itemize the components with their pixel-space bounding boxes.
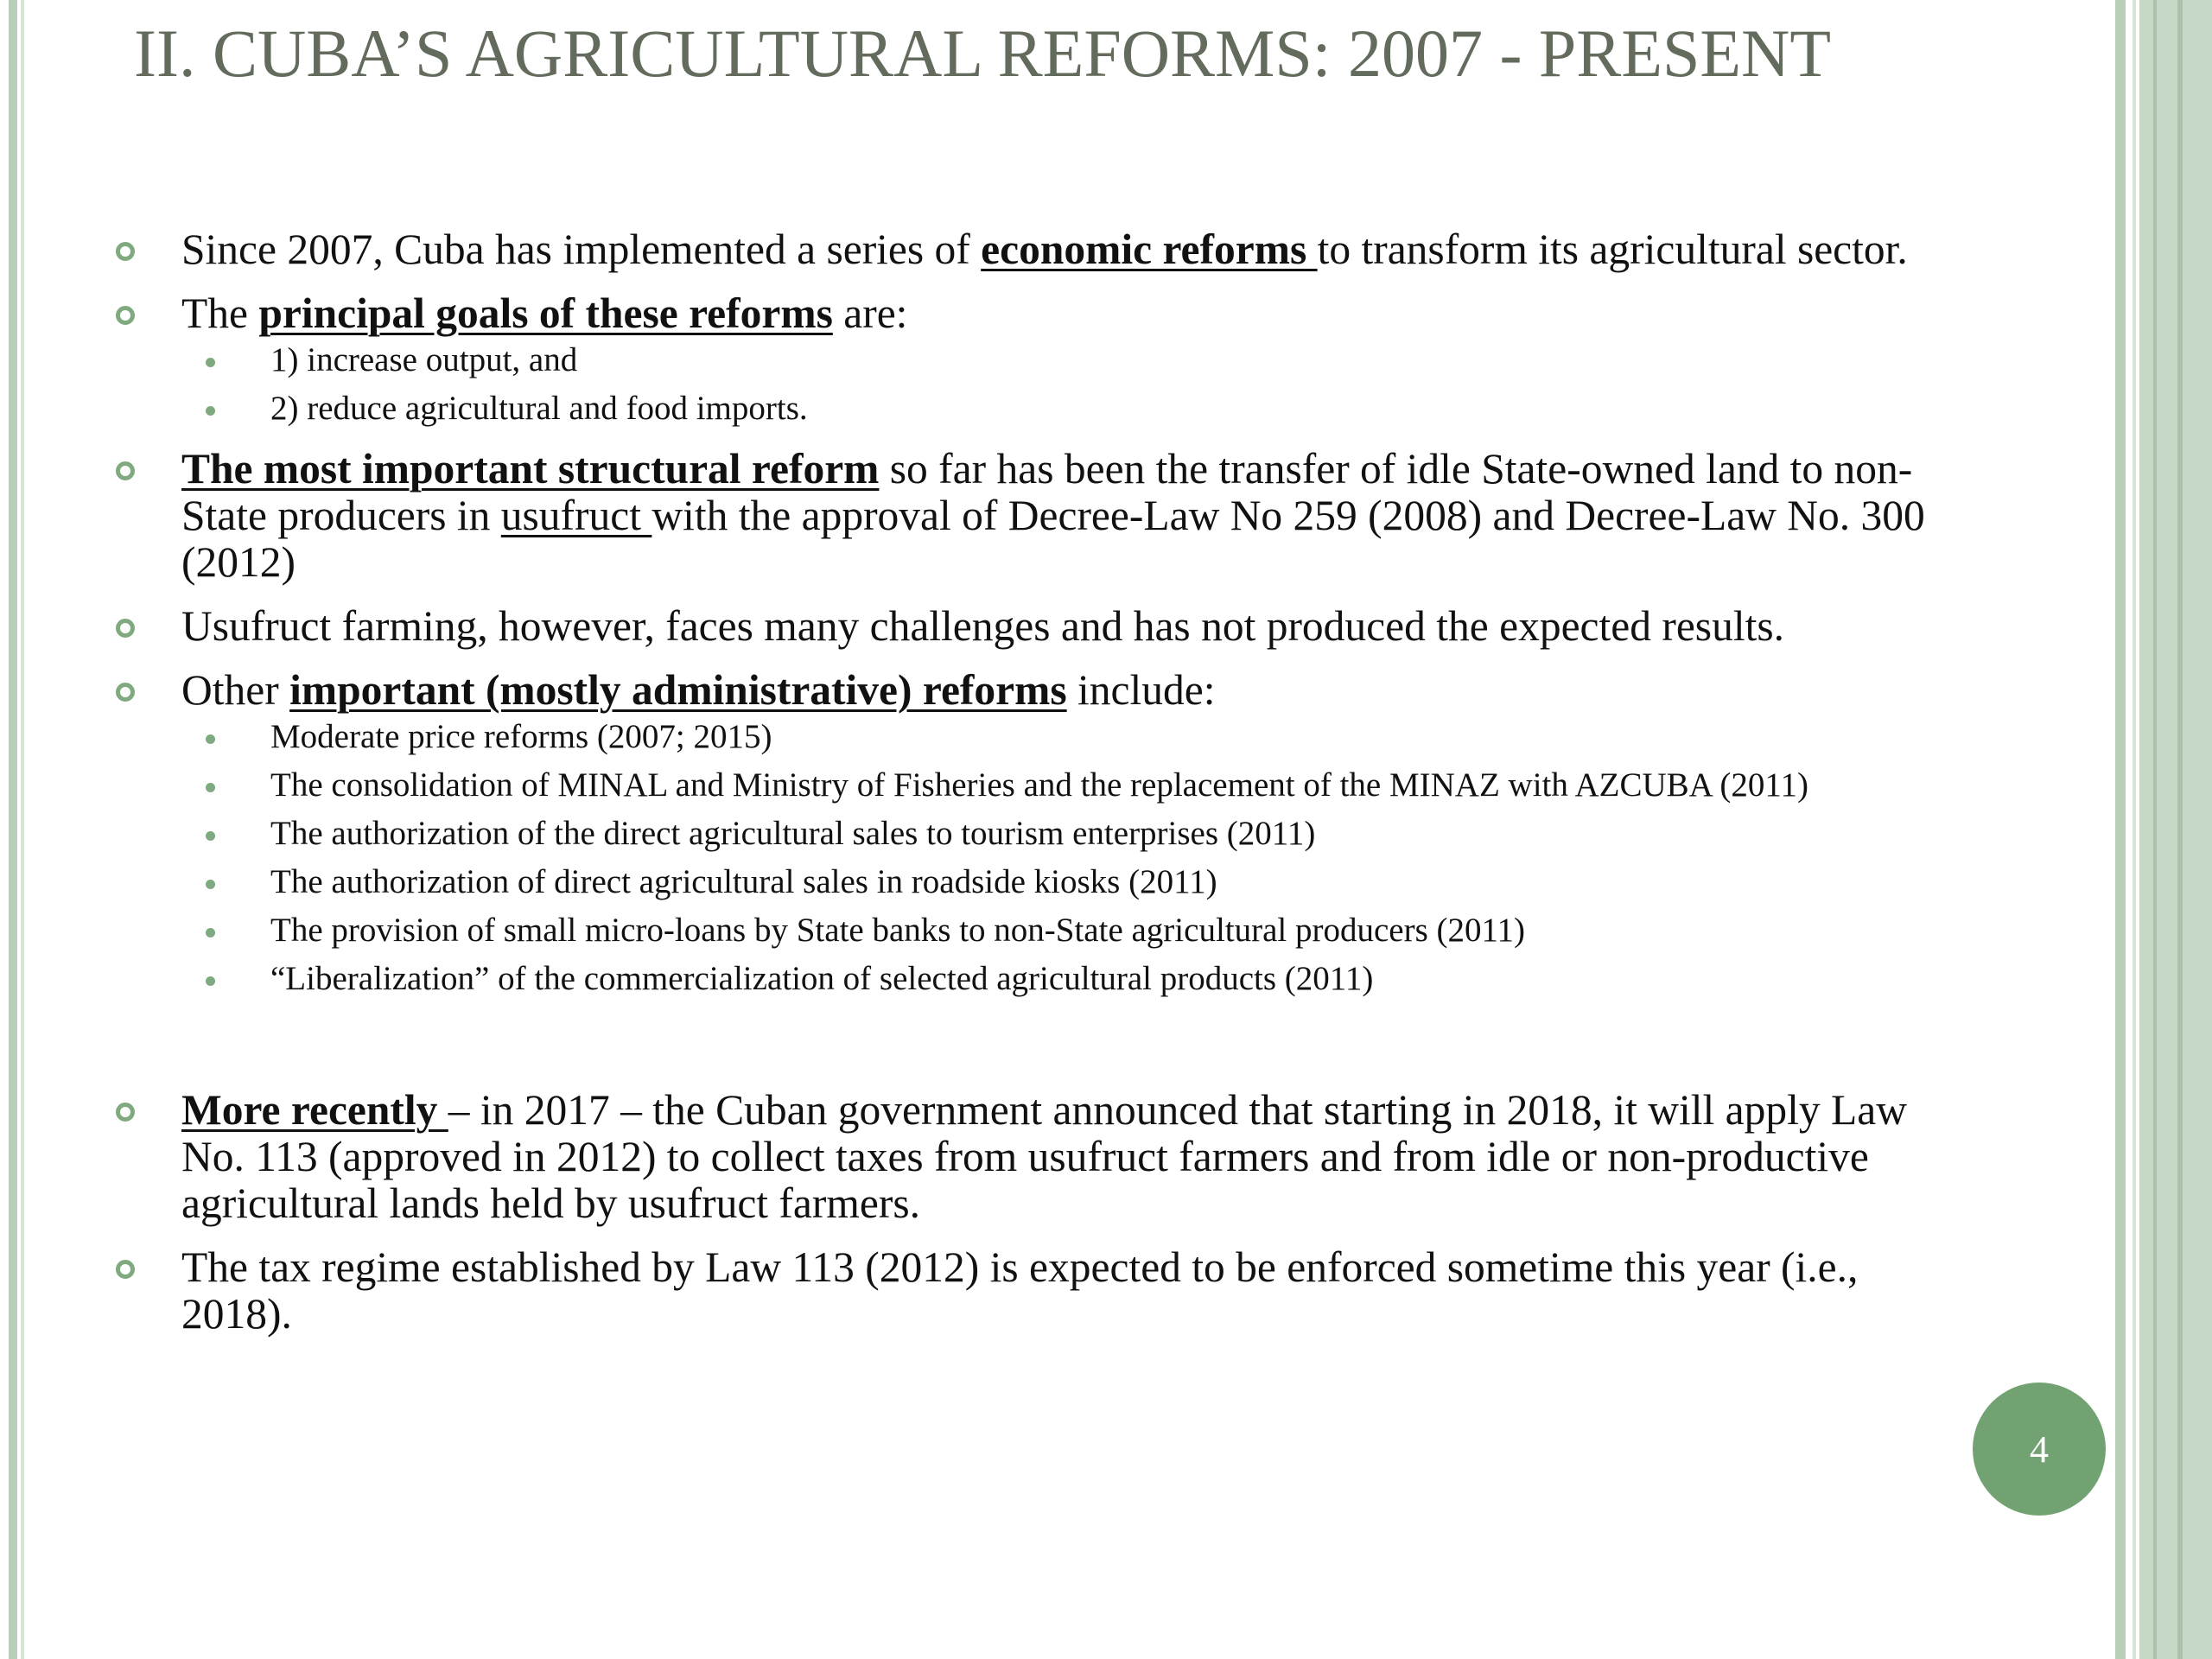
sub-item [111,389,1925,429]
bullet-text: to transform its agricultural sector. [1317,226,1908,273]
frame-band-line-2 [2177,0,2183,1659]
bullet-other-reforms [111,667,1925,999]
bullet-economic-reforms [111,226,1925,273]
sub-item-text: “Liberalization” of the commercialization of selected agricultural products (2011) [270,960,1374,997]
frame-stripe-right [2115,0,2126,1659]
sub-list [181,340,1925,429]
dot-bullet-icon [206,976,215,986]
bullet-text: The [181,289,259,337]
sub-item-text: The consolidation of MINAL and Ministry of Fisheries and the replacement of the MINAZ with AZCUBA (2011) [270,766,1808,804]
dot-bullet-icon [206,406,215,416]
circle-bullet-icon [116,1103,135,1122]
bullet-text: Since 2007, Cuba has implemented a series of [181,226,982,273]
bullet-text: include: [1066,666,1216,714]
sub-item-text: 2) reduce agricultural and food imports. [270,390,808,427]
sub-item [111,766,1925,805]
frame-stripe-left-thin [21,0,24,1659]
circle-bullet-icon [116,461,135,480]
bullet-emphasis: important (mostly administrative) reforms [289,666,1067,714]
circle-bullet-icon [116,306,135,325]
bullet-text: Other [181,666,290,714]
dot-bullet-icon [206,928,215,938]
sub-item [111,340,1925,380]
bullet-tax-regime [111,1244,1925,1338]
page-number: 4 [2030,1427,2049,1471]
dot-bullet-icon [206,880,215,889]
sub-item [111,959,1925,999]
bullet-emphasis: The most important structural reform [181,445,880,493]
sub-item [111,814,1925,854]
frame-stripe-right-thin [2133,0,2136,1659]
dot-bullet-icon [206,734,215,744]
sub-item [111,862,1925,902]
bullet-structural-reform [111,446,1925,586]
circle-bullet-icon [116,619,135,638]
dot-bullet-icon [206,783,215,792]
sub-list [181,717,1925,999]
bullet-emphasis: principal goals of these reforms [258,289,833,337]
sub-item [111,717,1925,757]
circle-bullet-icon [116,1260,135,1279]
bullet-text: The tax regime established by Law 113 (2012) is expected to be enforced sometime this year (i.e., 2018). [181,1243,1859,1338]
dot-bullet-icon [206,358,215,367]
bullet-text: are: [832,289,908,337]
bullet-text: – in 2017 – the Cuban government announced that starting in 2018, it will apply Law No. 113 (approved in 2012) to collect taxes from usufruct farmers and from idle or non-productive agricultural lands held by usufruct farmers. [181,1086,1907,1227]
bullet-text: so far has been the transfer of idle State-owned land to non-State producers in [181,445,1913,539]
bullet-emphasis: economic reforms [981,226,1318,273]
frame-stripe-left [9,0,17,1659]
bullet-principal-goals [111,290,1925,429]
sub-item-text: 1) increase output, and [270,341,578,378]
spacer [111,1016,1925,1087]
bullet-more-recently [111,1087,1925,1227]
page-number-badge [1973,1382,2106,1516]
bullet-usufruct-challenges [111,603,1925,650]
sub-item [111,911,1925,950]
sub-item-text: The provision of small micro-loans by State banks to non-State agricultural producers (2011) [270,912,1526,949]
dot-bullet-icon [206,831,215,841]
sub-item-text: The authorization of the direct agricultural sales to tourism enterprises (2011) [270,815,1316,852]
bullet-emphasis: More recently [181,1086,448,1134]
circle-bullet-icon [116,242,135,261]
slide-content [111,226,1925,1355]
circle-bullet-icon [116,683,135,702]
frame-band-line-1 [2153,0,2157,1659]
bullet-text: with the approval of Decree-Law No 259 (2008) and Decree-Law No. 300 (2012) [181,492,1925,586]
bullet-text: Usufruct farming, however, faces many challenges and has not produced the expected results. [181,602,1784,650]
bullet-underlined: usufruct [500,492,652,539]
slide-title: II. CUBA’S AGRICULTURAL REFORMS: 2007 - PRESENT [134,16,1831,91]
sub-item-text: Moderate price reforms (2007; 2015) [270,718,772,755]
sub-item-text: The authorization of direct agricultural sales in roadside kiosks (2011) [270,863,1217,900]
frame-band-right [2139,0,2212,1659]
